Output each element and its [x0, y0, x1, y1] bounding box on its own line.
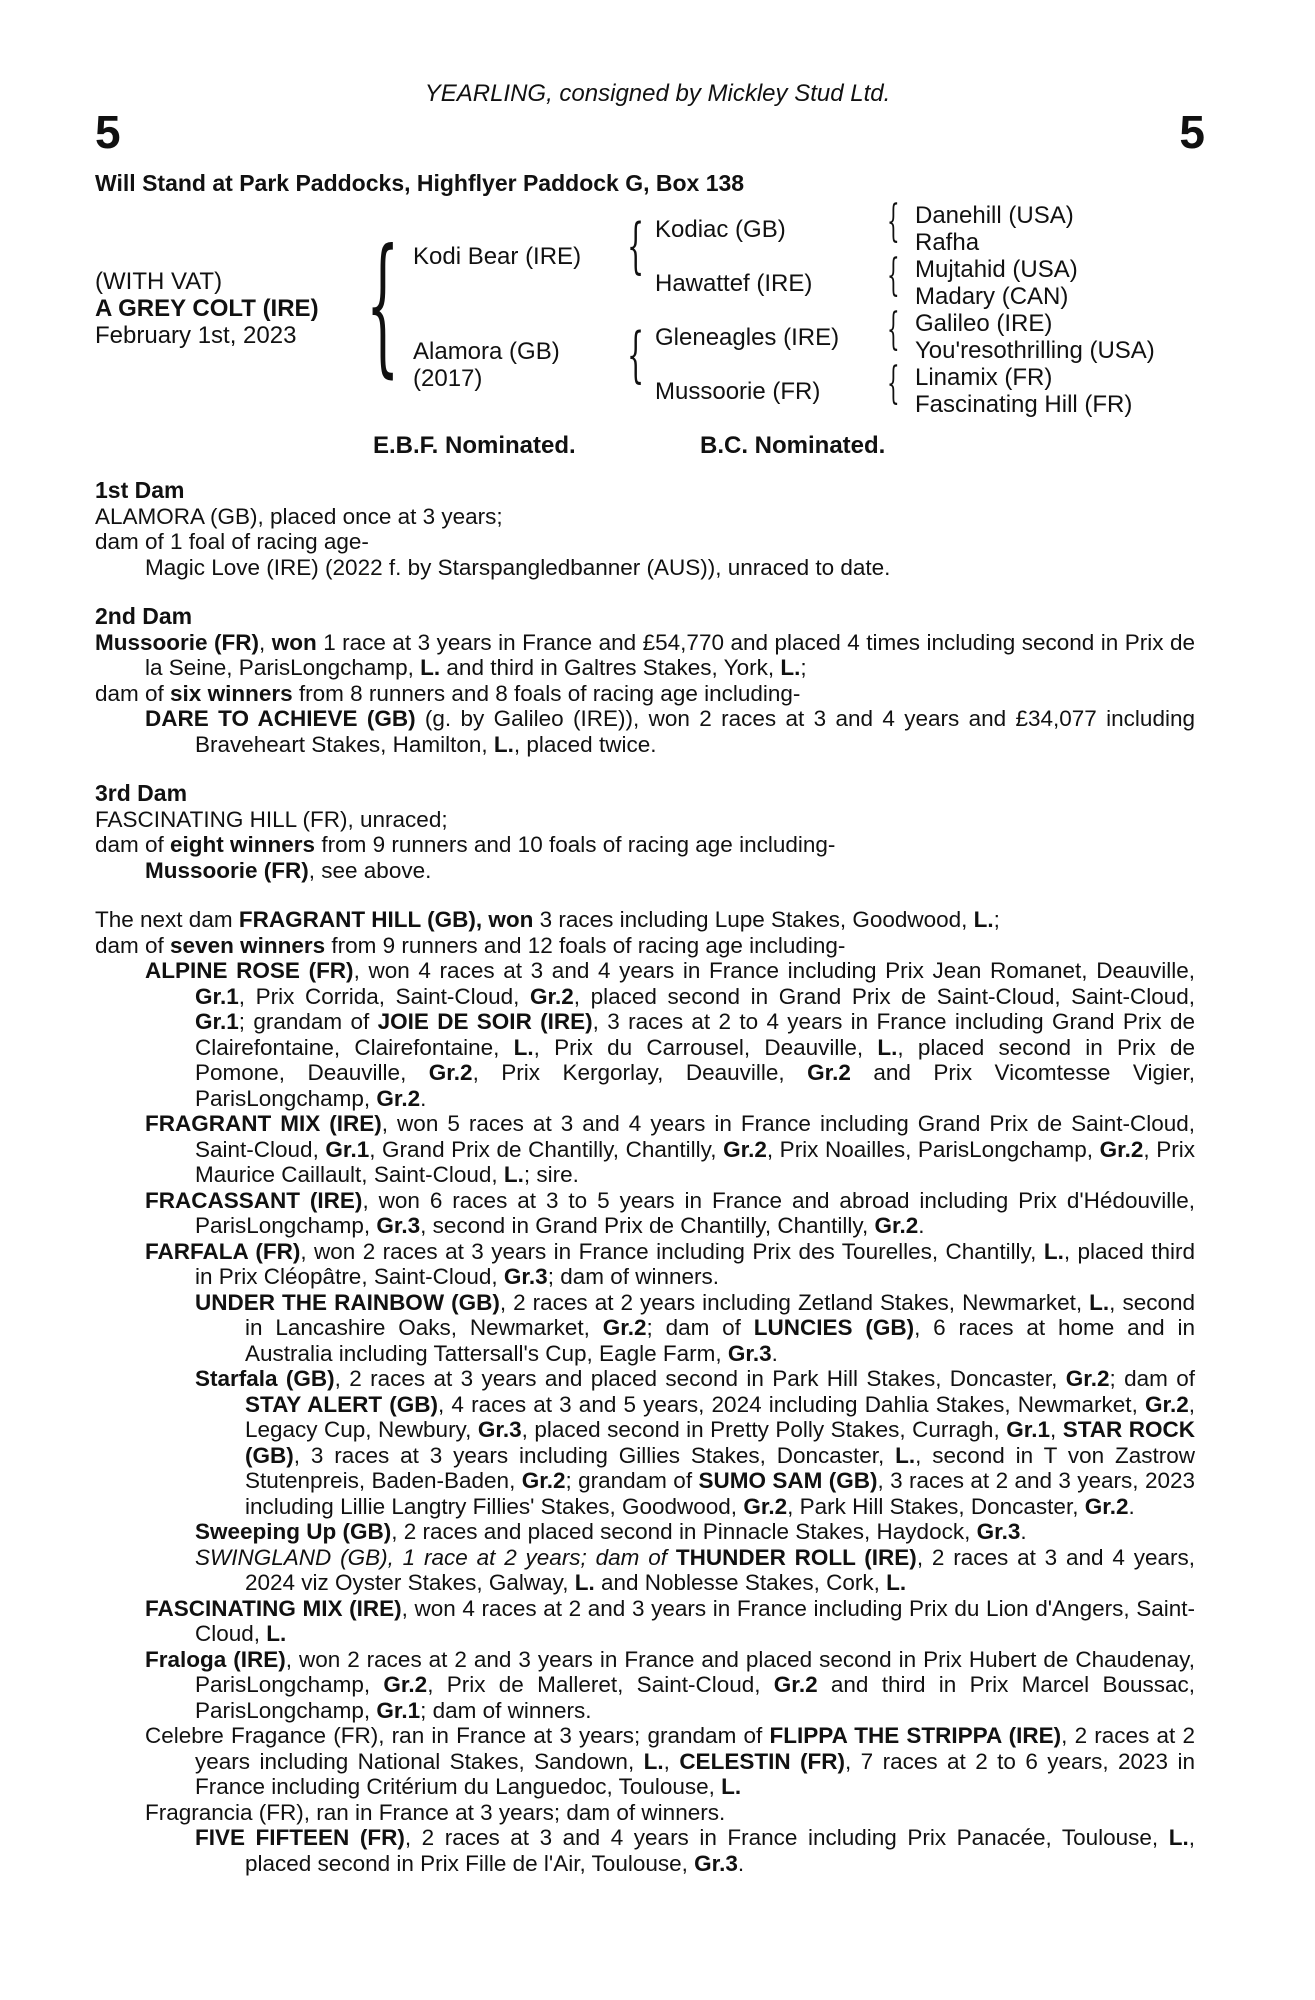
catalogue-body: [95, 478, 1195, 1876]
pedigree-sire: Kodi Bear (IRE): [413, 243, 582, 270]
produce-starfala: Starfala (GB), 2 races at 3 years and placed second in Park Hill Stakes, Doncaster, Gr.2; dam of STAY ALERT (GB), 4 races at 3 and 5 years, 2024 including Dahlia Stakes, Newmarket, Gr.2, Legacy Cup, Newbury, Gr.3, placed second in Pretty Polly Stakes, Curragh, Gr.1, STAR ROCK (GB), 3 races at 3 years including Gillies Stakes, Doncaster, L., second in T von Zastrow Stutenpreis, Baden-Baden, Gr.2; grandam of SUMO SAM (GB), 3 races at 2 and 3 years, 2023 including Lillie Langtry Fillies' Stakes, Goodwood, Gr.2, Park Hill Stakes, Doncaster, Gr.2.: [195, 1366, 1196, 1519]
second-dam-produce-summary: dam of six winners from 8 runners and 8 foals of racing age including-: [95, 680, 801, 706]
bc-nomination: B.C. Nominated.: [700, 432, 886, 459]
pedigree-dam-sire: Gleneagles (IRE): [655, 324, 840, 351]
produce-five-fifteen: FIVE FIFTEEN (FR), 2 races at 3 and 4 years in France including Prix Panacée, Toulouse, L., placed second in Prix Fille de l'Air, Toulouse, Gr.3.: [195, 1825, 1195, 1876]
catalogue-subtitle: YEARLING, consigned by Mickley Stud Ltd.: [424, 80, 891, 107]
ebf-nomination: E.B.F. Nominated.: [373, 432, 576, 459]
produce-fascinating-mix: FASCINATING MIX (IRE), won 4 races at 2 and 3 years in France including Prix du Lion d'Angers, Saint-Cloud, L.: [145, 1595, 1196, 1646]
pedigree-sire-sire: Kodiac (GB): [655, 216, 786, 243]
second-dam-produce-item: DARE TO ACHIEVE (GB) (g. by Galileo (IRE)), won 2 races at 3 and 4 years and £34,077 including Braveheart Stakes, Hamilton, L., placed twice.: [145, 706, 1195, 757]
produce-farfala: FARFALA (FR), won 2 races at 3 years in France including Prix des Tourelles, Chantilly, L., placed third in Prix Cléopâtre, Saint-Cloud, Gr.3; dam of winners.: [145, 1238, 1196, 1289]
third-dam-line: FASCINATING HILL (FR), unraced;: [95, 806, 448, 832]
pedigree-brace-g2: {: [887, 250, 900, 301]
pedigree-brace-g4: {: [887, 358, 900, 409]
produce-alpine-rose: ALPINE ROSE (FR), won 4 races at 3 and 4 years in France including Prix Jean Romanet, Deauville, Gr.1, Prix Corrida, Saint-Cloud, Gr.2, placed second in Grand Prix de Saint-Cloud, Saint-Cloud, Gr.1; grandam of JOIE DE SOIR (IRE), 3 races at 2 to 4 years in France including Grand Prix de Clairefontaine, Clairefontaine, L., Prix du Carrousel, Deauville, L., placed second in Prix de Pomone, Deauville, Gr.2, Prix Kergorlay, Deauville, Gr.2 and Prix Vicomtesse Vigier, ParisLongchamp, Gr.2.: [145, 958, 1195, 1111]
pedigree-brace-main: {: [366, 218, 400, 392]
produce-swingland: SWINGLAND (GB), 1 race at 2 years; dam of THUNDER ROLL (IRE), 2 races at 3 and 4 years, 2024 viz Oyster Stakes, Galway, L. and Noblesse Stakes, Cork, L.: [195, 1544, 1195, 1595]
pedigree-dam-dam: Mussoorie (FR): [655, 378, 821, 405]
first-dam-line: ALAMORA (GB), placed once at 3 years;: [95, 503, 503, 529]
pedigree-g2: Rafha: [915, 229, 980, 256]
produce-under-the-rainbow: UNDER THE RAINBOW (GB), 2 races at 2 years including Zetland Stakes, Newmarket, L., second in Lancashire Oaks, Newmarket, Gr.2; dam of LUNCIES (GB), 6 races at home and in Australia including Tattersall's Cup, Eagle Farm, Gr.3.: [195, 1289, 1195, 1366]
foaling-date: February 1st, 2023: [95, 322, 297, 349]
produce-fraloga: Fraloga (IRE), won 2 races at 2 and 3 years in France and placed second in Prix Hubert de Chaudenay, ParisLongchamp, Gr.2, Prix de Malleret, Saint-Cloud, Gr.2 and third in Prix Marcel Boussac, ParisLongchamp, Gr.1; dam of winners.: [145, 1646, 1195, 1723]
pedigree-dam: Alamora (GB): [413, 338, 560, 365]
next-dam-record: The next dam FRAGRANT HILL (GB), won 3 races including Lupe Stakes, Goodwood, L.;: [95, 907, 1000, 932]
first-dam-foals: dam of 1 foal of racing age-: [95, 529, 369, 554]
pedigree-brace-g3: {: [887, 304, 900, 355]
produce-fragrant-mix: FRAGRANT MIX (IRE), won 5 races at 3 and 4 years in France including Grand Prix de Saint-Cloud, Saint-Cloud, Gr.1, Grand Prix de Chantilly, Chantilly, Gr.2, Prix Noailles, ParisLongchamp, Gr.2, Prix Maurice Caillault, Saint-Cloud, L.; sire.: [145, 1111, 1195, 1187]
lot-number-left: 5: [95, 106, 121, 158]
second-dam-record: Mussoorie (FR), won 1 race at 3 years in France and £54,770 and placed 4 times including second in Prix de la Seine, ParisLongchamp, L. and third in Galtres Stakes, York, L.;: [95, 629, 1195, 680]
pedigree-brace-dam: {: [627, 320, 645, 390]
third-dam-produce-summary: dam of eight winners from 9 runners and 10 foals of racing age including-: [95, 832, 836, 857]
horse-name: A GREY COLT (IRE): [95, 295, 319, 322]
next-dam-produce-summary: dam of seven winners from 9 runners and 12 foals of racing age including-: [95, 932, 846, 958]
vat-label: (WITH VAT): [95, 268, 223, 295]
pedigree-g8: Fascinating Hill (FR): [915, 391, 1133, 418]
first-dam-produce: Magic Love (IRE) (2022 f. by Starspangledbanner (AUS)), unraced to date.: [145, 554, 891, 580]
pedigree-g7: Linamix (FR): [915, 364, 1053, 391]
third-dam-produce-item: Mussoorie (FR), see above.: [145, 857, 432, 883]
lot-number-right: 5: [1179, 106, 1205, 158]
pedigree-brace-g1: {: [887, 196, 900, 247]
first-dam-heading: 1st Dam: [95, 477, 185, 503]
pedigree-g6: You'resothrilling (USA): [915, 337, 1155, 364]
pedigree-g5: Galileo (IRE): [915, 310, 1053, 337]
produce-fracassant: FRACASSANT (IRE), won 6 races at 3 to 5 years in France and abroad including Prix d'Hédouville, ParisLongchamp, Gr.3, second in Grand Prix de Chantilly, Chantilly, Gr.2.: [145, 1187, 1195, 1238]
produce-celebre-fragance: Celebre Fragance (FR), ran in France at 3 years; grandam of FLIPPA THE STRIPPA (IRE), 2 races at 2 years including National Stakes, Sandown, L., CELESTIN (FR), 7 races at 2 to 6 years, 2023 in France including Critérium du Languedoc, Toulouse, L.: [145, 1723, 1196, 1799]
pedigree-dam-year: (2017): [413, 365, 483, 392]
pedigree-brace-sire: {: [627, 211, 645, 281]
pedigree-sire-dam: Hawattef (IRE): [655, 270, 813, 297]
second-dam-heading: 2nd Dam: [95, 603, 193, 629]
third-dam-heading: 3rd Dam: [95, 780, 188, 806]
location-line: Will Stand at Park Paddocks, Highflyer Paddock G, Box 138: [95, 170, 745, 196]
pedigree-g1: Danehill (USA): [915, 202, 1074, 229]
pedigree-g4: Madary (CAN): [915, 283, 1069, 310]
pedigree-g3: Mujtahid (USA): [915, 256, 1078, 283]
produce-sweeping-up: Sweeping Up (GB), 2 races and placed second in Pinnacle Stakes, Haydock, Gr.3.: [195, 1519, 1027, 1544]
produce-fragrancia: Fragrancia (FR), ran in France at 3 years; dam of winners.: [145, 1799, 726, 1825]
